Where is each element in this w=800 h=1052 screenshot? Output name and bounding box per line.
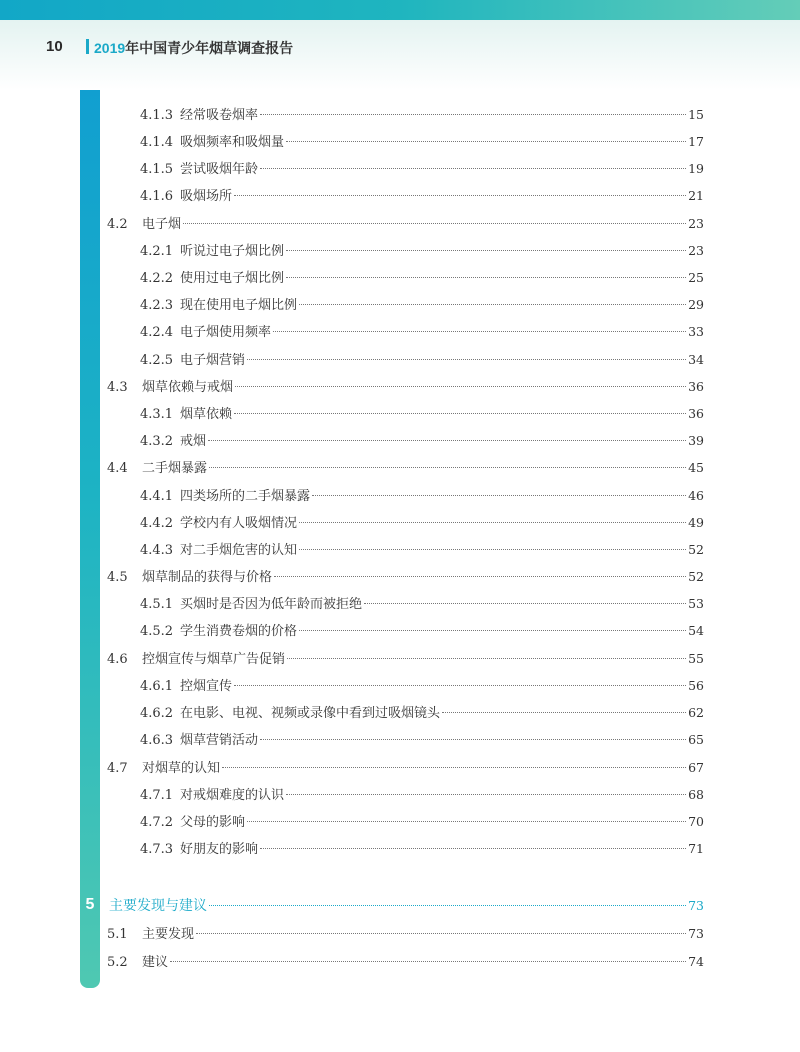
toc-leader-dots	[286, 250, 686, 251]
toc-section-page: 74	[688, 954, 704, 969]
toc-entry-number: 4.6.2	[140, 706, 174, 721]
toc-leader-dots	[208, 440, 686, 441]
toc-leader-dots	[274, 576, 686, 577]
toc-entry-number: 4.6.3	[140, 733, 174, 748]
toc-section-title: 烟草依赖与戒烟	[142, 380, 234, 395]
toc-entry-page: 65	[688, 732, 704, 747]
toc-entry-number: 4.1.4	[140, 135, 174, 150]
toc-entry[interactable]	[140, 812, 704, 832]
toc-entry[interactable]	[140, 404, 704, 424]
toc-entry[interactable]	[140, 676, 704, 696]
toc-entry-number: 4.4.2	[140, 516, 174, 531]
toc-entry[interactable]	[140, 621, 704, 641]
page-number: 10	[46, 38, 63, 55]
toc-entry[interactable]	[140, 594, 704, 614]
toc-section-number: 4.3	[107, 380, 128, 395]
toc-entry-page: 62	[688, 705, 704, 720]
toc-entry-number: 4.5.1	[140, 597, 174, 612]
toc-section[interactable]	[107, 567, 704, 587]
toc-entry-page: 25	[688, 270, 704, 285]
toc-entry-number: 4.2.2	[140, 271, 174, 286]
toc-leader-dots	[222, 767, 686, 768]
toc-leader-dots	[260, 739, 686, 740]
toc-leader-dots	[442, 712, 686, 713]
toc-section[interactable]	[107, 377, 704, 397]
toc-leader-dots	[196, 933, 686, 934]
toc-entry-number: 4.7.2	[140, 815, 174, 830]
header-year: 2019	[94, 40, 126, 56]
toc-entry-title: 吸烟频率和吸烟量	[180, 135, 285, 150]
toc-section-number: 4.7	[107, 761, 128, 776]
toc-leader-dots	[299, 522, 686, 523]
header-accent-bar	[86, 39, 89, 54]
toc-section[interactable]	[107, 758, 704, 778]
toc-section-number: 4.5	[107, 570, 128, 585]
toc-entry-title: 使用过电子烟比例	[180, 271, 285, 286]
toc-leader-dots	[234, 195, 686, 196]
toc-leader-dots	[299, 549, 686, 550]
toc-section-page: 45	[688, 460, 704, 475]
toc-leader-dots	[260, 114, 686, 115]
toc-entry-title: 学生消费卷烟的价格	[180, 624, 298, 639]
toc-leader-dots	[234, 685, 686, 686]
toc-entry-number: 4.6.1	[140, 679, 174, 694]
toc-entry[interactable]	[140, 540, 704, 560]
toc-entry-page: 19	[688, 161, 704, 176]
toc-entry-title: 戒烟	[180, 434, 207, 449]
toc-entry-number: 4.2.3	[140, 298, 174, 313]
toc-leader-dots	[286, 794, 686, 795]
toc-entry[interactable]	[140, 839, 704, 859]
toc-entry-title: 父母的影响	[180, 815, 246, 830]
toc-leader-dots	[260, 168, 686, 169]
toc-chapter-page: 73	[688, 898, 704, 913]
toc-section-page: 67	[688, 760, 704, 775]
toc-entry-page: 34	[688, 352, 704, 367]
toc-entry-title: 四类场所的二手烟暴露	[180, 489, 311, 504]
toc-entry-number: 4.1.5	[140, 162, 174, 177]
toc-entry-title: 尝试吸烟年龄	[180, 162, 259, 177]
toc-entry[interactable]	[140, 431, 704, 451]
toc-section[interactable]	[107, 458, 704, 478]
toc-entry-number: 4.7.1	[140, 788, 174, 803]
toc-entry-page: 15	[688, 107, 704, 122]
toc-entry-number: 4.1.3	[140, 108, 174, 123]
toc-leader-dots	[286, 141, 686, 142]
toc-entry-number: 4.7.3	[140, 842, 174, 857]
toc-entry[interactable]	[140, 241, 704, 261]
toc-entry-page: 17	[688, 134, 704, 149]
toc-entry-page: 36	[688, 406, 704, 421]
toc-leader-dots	[234, 413, 686, 414]
toc-entry-page: 70	[688, 814, 704, 829]
toc-leader-dots	[299, 304, 686, 305]
toc-section-number: 4.4	[107, 461, 128, 476]
toc-section-number: 4.2	[107, 217, 128, 232]
toc-entry-number: 4.1.6	[140, 189, 174, 204]
toc-entry-page: 53	[688, 596, 704, 611]
toc-entry-title: 在电影、电视、视频或录像中看到过吸烟镜头	[180, 706, 441, 721]
toc-entry-title: 电子烟使用频率	[180, 325, 272, 340]
toc-entry-page: 56	[688, 678, 704, 693]
toc-entry[interactable]	[140, 486, 704, 506]
toc-section-title: 烟草制品的获得与价格	[142, 570, 273, 585]
toc-section-title: 对烟草的认知	[142, 761, 221, 776]
toc-entry-page: 71	[688, 841, 704, 856]
header-title-text: 年中国青少年烟草调查报告	[125, 40, 294, 56]
toc-entry-page: 52	[688, 542, 704, 557]
running-header	[94, 38, 293, 58]
toc-entry-title: 电子烟营销	[180, 353, 246, 368]
toc-entry-page: 54	[688, 623, 704, 638]
toc-section-title: 二手烟暴露	[142, 461, 208, 476]
toc-entry-page: 49	[688, 515, 704, 530]
toc-section-page: 36	[688, 379, 704, 394]
chapter-side-bar	[80, 90, 100, 988]
toc-entry-number: 4.3.2	[140, 434, 174, 449]
toc-entry-title: 好朋友的影响	[180, 842, 259, 857]
toc-section[interactable]	[107, 649, 704, 669]
toc-chapter-title: 主要发现与建议	[109, 898, 207, 914]
toc-section-title: 主要发现	[142, 927, 195, 942]
toc-section-number: 5.2	[107, 955, 128, 970]
chapter-marker: 5	[85, 896, 95, 913]
toc-entry[interactable]	[140, 513, 704, 533]
toc-leader-dots	[209, 905, 686, 906]
toc-entry-title: 控烟宣传	[180, 679, 233, 694]
toc-leader-dots	[299, 630, 686, 631]
toc-entry-number: 4.2.5	[140, 353, 174, 368]
toc-leader-dots	[170, 961, 686, 962]
toc-leader-dots	[247, 821, 686, 822]
toc-entry[interactable]	[140, 295, 704, 315]
toc-entry-title: 经常吸卷烟率	[180, 108, 259, 123]
top-color-band	[0, 0, 800, 20]
toc-section-number: 4.6	[107, 652, 128, 667]
toc-entry[interactable]	[140, 703, 704, 723]
toc-entry-title: 听说过电子烟比例	[180, 244, 285, 259]
toc-section-number: 5.1	[107, 927, 128, 942]
toc-entry-page: 21	[688, 188, 704, 203]
toc-entry-page: 46	[688, 488, 704, 503]
toc-section[interactable]	[107, 214, 704, 234]
toc-chapter[interactable]	[109, 896, 704, 916]
toc-entry[interactable]	[140, 105, 704, 125]
toc-entry-number: 4.2.4	[140, 325, 174, 340]
toc-section-page: 23	[688, 216, 704, 231]
toc-entry-title: 对二手烟危害的认知	[180, 543, 298, 558]
toc-entry-page: 33	[688, 324, 704, 339]
toc-entry-page: 23	[688, 243, 704, 258]
toc-entry[interactable]	[140, 159, 704, 179]
toc-entry-title: 烟草依赖	[180, 407, 233, 422]
toc-section-page: 55	[688, 651, 704, 666]
toc-leader-dots	[312, 495, 686, 496]
toc-leader-dots	[273, 331, 686, 332]
toc-entry[interactable]	[140, 730, 704, 750]
toc-entry-number: 4.5.2	[140, 624, 174, 639]
toc-leader-dots	[286, 277, 686, 278]
toc-entry-page: 29	[688, 297, 704, 312]
toc-entry[interactable]	[140, 186, 704, 206]
toc-leader-dots	[209, 467, 686, 468]
toc-entry-number: 4.4.1	[140, 489, 174, 504]
toc-entry-number: 4.2.1	[140, 244, 174, 259]
toc-section[interactable]	[107, 952, 704, 972]
toc-entry-title: 学校内有人吸烟情况	[180, 516, 298, 531]
toc-section-title: 控烟宣传与烟草广告促销	[142, 652, 286, 667]
toc-entry[interactable]	[140, 322, 704, 342]
toc-entry-title: 现在使用电子烟比例	[180, 298, 298, 313]
toc-leader-dots	[247, 359, 686, 360]
toc-leader-dots	[183, 223, 686, 224]
toc-leader-dots	[260, 848, 686, 849]
toc-entry-title: 对戒烟难度的认识	[180, 788, 285, 803]
toc-entry[interactable]	[140, 268, 704, 288]
toc-leader-dots	[364, 603, 686, 604]
toc-entry-page: 39	[688, 433, 704, 448]
toc-entry-page: 68	[688, 787, 704, 802]
toc-entry-title: 烟草营销活动	[180, 733, 259, 748]
toc-entry-title: 吸烟场所	[180, 189, 233, 204]
toc-entry[interactable]	[140, 350, 704, 370]
toc-section-title: 电子烟	[142, 217, 182, 232]
toc-entry[interactable]	[140, 132, 704, 152]
toc-section-title: 建议	[142, 955, 169, 970]
toc-entry[interactable]	[140, 785, 704, 805]
toc-section-page: 73	[688, 926, 704, 941]
toc-leader-dots	[235, 386, 686, 387]
toc-leader-dots	[287, 658, 686, 659]
toc-entry-title: 买烟时是否因为低年龄而被拒绝	[180, 597, 363, 612]
toc-section[interactable]	[107, 924, 704, 944]
toc-entry-number: 4.4.3	[140, 543, 174, 558]
toc-entry-number: 4.3.1	[140, 407, 174, 422]
toc-section-page: 52	[688, 569, 704, 584]
